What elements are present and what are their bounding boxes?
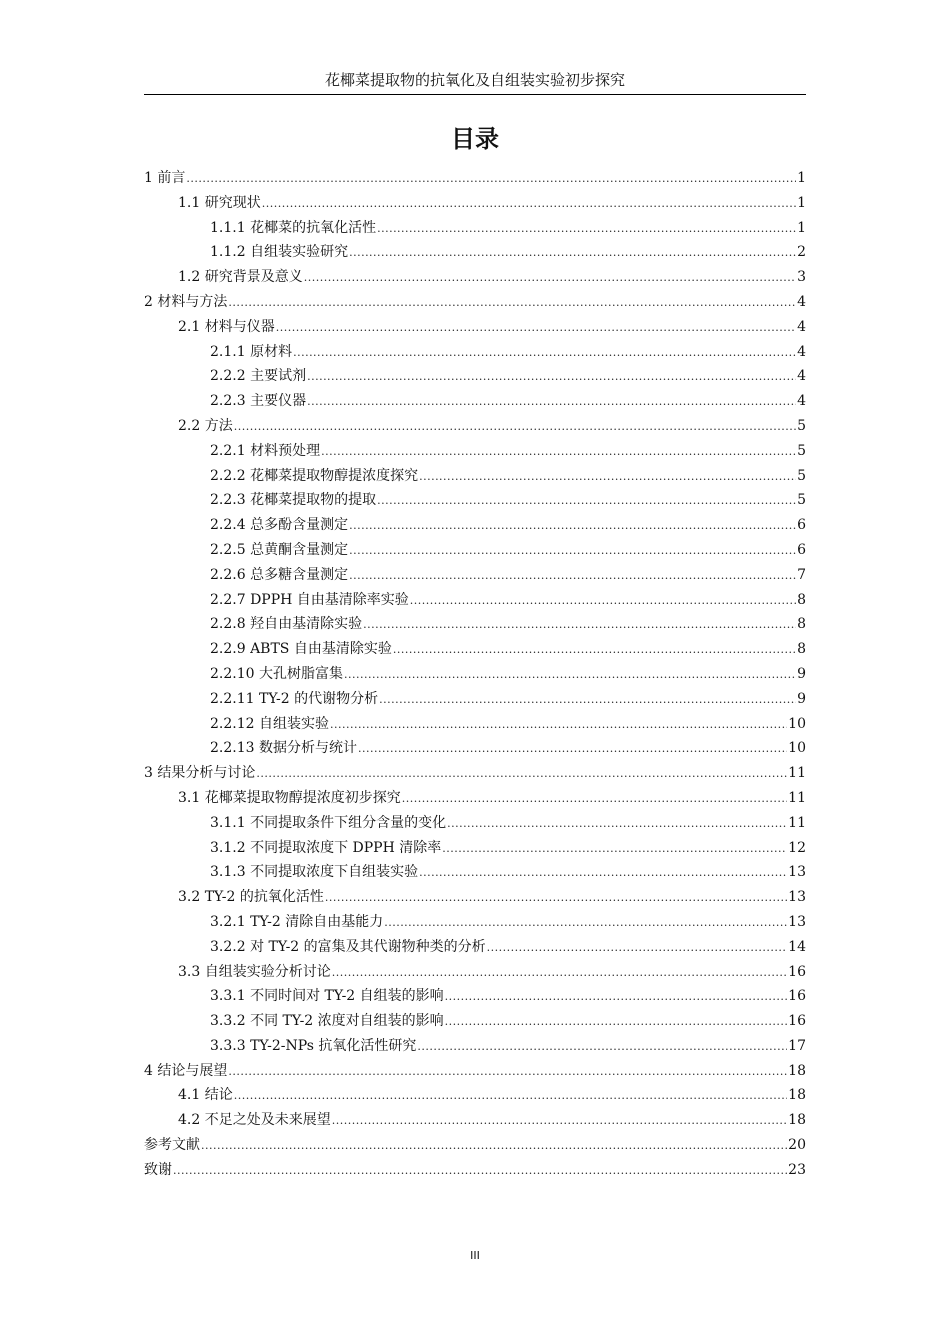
- toc-entry-text: 3.2 TY-2 的抗氧化活性: [178, 889, 324, 906]
- dot-leader: [442, 837, 787, 862]
- toc-entry-page: 9: [797, 665, 806, 682]
- toc-entry-page: 17: [788, 1037, 806, 1054]
- toc-entry[interactable]: [144, 1133, 806, 1158]
- toc-entry-page: 18: [788, 1062, 806, 1079]
- page-number: III: [470, 1249, 480, 1262]
- toc-entry-text: 2.2.8 羟自由基清除实验: [210, 616, 363, 633]
- dot-leader: [186, 167, 796, 192]
- toc-entry-page: 13: [788, 864, 806, 881]
- toc-entry[interactable]: [144, 1034, 806, 1059]
- toc-entry-page: 13: [788, 889, 806, 906]
- toc-entry[interactable]: [144, 761, 806, 786]
- dot-leader: [402, 787, 787, 812]
- toc-entry[interactable]: [144, 1059, 806, 1084]
- dot-leader: [234, 1084, 787, 1109]
- toc-entry-text: 4.1 结论: [178, 1087, 233, 1104]
- toc-entry[interactable]: [144, 364, 806, 389]
- toc-entry-text: 2.2.11 TY-2 的代谢物分析: [210, 690, 379, 707]
- dot-leader: [358, 737, 787, 762]
- toc-entry[interactable]: [144, 1158, 806, 1183]
- dot-leader: [228, 291, 796, 316]
- dot-leader: [307, 390, 796, 415]
- toc-entry-text: 3.2.2 对 TY-2 的富集及其代谢物种类的分析: [210, 938, 486, 955]
- dot-leader: [487, 936, 788, 961]
- toc-entry[interactable]: [144, 736, 806, 761]
- toc-entry-text: 2.2.7 DPPH 自由基清除率实验: [210, 591, 409, 608]
- toc-entry[interactable]: [144, 637, 806, 662]
- toc-entry-text: 参考文献: [144, 1137, 200, 1154]
- dot-leader: [379, 688, 796, 713]
- toc-entry-text: 3.1.3 不同提取浓度下自组装实验: [210, 864, 419, 881]
- toc-entry[interactable]: [144, 216, 806, 241]
- dot-leader: [304, 266, 796, 291]
- toc-entry-page: 3: [797, 269, 806, 286]
- toc-entry[interactable]: [144, 240, 806, 265]
- toc-entry[interactable]: [144, 464, 806, 489]
- toc-entry-text: 3.3.1 不同时间对 TY-2 自组装的影响: [210, 988, 444, 1005]
- toc-entry[interactable]: [144, 315, 806, 340]
- toc-entry-page: 16: [788, 1013, 806, 1030]
- dot-leader: [417, 1035, 787, 1060]
- toc-entry-page: 1: [797, 194, 806, 211]
- toc-entry-page: 6: [797, 541, 806, 558]
- toc-entry-page: 2: [797, 244, 806, 261]
- toc-entry-page: 18: [788, 1087, 806, 1104]
- toc-entry-page: 12: [788, 839, 806, 856]
- toc-entry-page: 4: [797, 343, 806, 360]
- toc-entry[interactable]: [144, 588, 806, 613]
- toc-entry-page: 16: [788, 963, 806, 980]
- page-footer: [144, 1248, 806, 1264]
- toc-entry[interactable]: [144, 885, 806, 910]
- dot-leader: [349, 564, 796, 589]
- toc-entry-page: 5: [797, 467, 806, 484]
- dot-leader: [307, 365, 796, 390]
- toc-entry-text: 3.1.2 不同提取浓度下 DPPH 清除率: [210, 839, 442, 856]
- toc-entry-page: 14: [788, 938, 806, 955]
- toc-entry-text: 1.1.1 花椰菜的抗氧化活性: [210, 219, 377, 236]
- toc-entry[interactable]: [144, 513, 806, 538]
- toc-entry-text: 2.2.3 花椰菜提取物的提取: [210, 492, 377, 509]
- toc-entry-text: 2.2.12 自组装实验: [210, 715, 329, 732]
- dot-leader: [445, 985, 788, 1010]
- toc-entry-text: 3.3.2 不同 TY-2 浓度对自组装的影响: [210, 1013, 444, 1030]
- toc-entry-text: 1.1 研究现状: [178, 194, 261, 211]
- toc-entry-page: 4: [797, 393, 806, 410]
- toc-entry-page: 6: [797, 517, 806, 534]
- dot-leader: [201, 1134, 787, 1159]
- toc-entry[interactable]: [144, 563, 806, 588]
- toc-entry-page: 11: [788, 789, 806, 806]
- dot-leader: [332, 1109, 787, 1134]
- toc-entry-page: 4: [797, 293, 806, 310]
- toc-entry-text: 1.1.2 自组装实验研究: [210, 244, 349, 261]
- toc-entry-text: 2.2.10 大孔树脂富集: [210, 665, 343, 682]
- dot-leader: [234, 415, 796, 440]
- toc-entry-text: 2.1 材料与仪器: [178, 318, 275, 335]
- toc-entry-text: 3.3 自组装实验分析讨论: [178, 963, 331, 980]
- dot-leader: [377, 489, 796, 514]
- dot-leader: [228, 1060, 787, 1085]
- dot-leader: [173, 1159, 787, 1184]
- toc-entry[interactable]: [144, 712, 806, 737]
- toc-entry-page: 18: [788, 1112, 806, 1129]
- dot-leader: [363, 613, 796, 638]
- toc-entry-page: 8: [797, 591, 806, 608]
- toc-entry-text: 2.1.1 原材料: [210, 343, 293, 360]
- toc-entry-page: 9: [797, 690, 806, 707]
- toc-entry-text: 1 前言: [144, 170, 186, 186]
- toc-entry-page: 4: [797, 368, 806, 385]
- toc-entry[interactable]: [144, 290, 806, 315]
- toc-entry-text: 3 结果分析与讨论: [144, 765, 256, 782]
- toc-entry-text: 2.2.2 主要试剂: [210, 368, 307, 385]
- toc-entry[interactable]: [144, 166, 806, 191]
- toc-entry-page: 8: [797, 641, 806, 658]
- toc-entry-page: 13: [788, 913, 806, 930]
- toc-entry-page: 7: [797, 566, 806, 583]
- toc-entry-text: 2.2.2 花椰菜提取物醇提浓度探究: [210, 467, 419, 484]
- dot-leader: [325, 886, 787, 911]
- dot-leader: [349, 539, 796, 564]
- dot-leader: [419, 465, 796, 490]
- toc-entry[interactable]: [144, 1083, 806, 1108]
- toc-entry[interactable]: [144, 439, 806, 464]
- toc-entry-page: 20: [788, 1137, 806, 1154]
- toc-entry-text: 2.2.9 ABTS 自由基清除实验: [210, 641, 392, 658]
- toc-entry[interactable]: [144, 389, 806, 414]
- dot-leader: [377, 217, 796, 242]
- dot-leader: [330, 713, 787, 738]
- toc-entry-text: 2.2.13 数据分析与统计: [210, 740, 357, 757]
- header-title: 花椰菜提取物的抗氧化及自组装实验初步探究: [324, 71, 625, 89]
- toc-entry[interactable]: [144, 687, 806, 712]
- toc-entry-text: 2.2.5 总黄酮含量测定: [210, 541, 349, 558]
- toc-entry-text: 3.2.1 TY-2 清除自由基能力: [210, 913, 384, 930]
- toc-entry[interactable]: [144, 860, 806, 885]
- toc-entry-page: 5: [797, 492, 806, 509]
- dot-leader: [262, 192, 796, 217]
- toc-entry-text: 2.2.3 主要仪器: [210, 393, 307, 410]
- toc-entry-page: 11: [788, 814, 806, 831]
- dot-leader: [332, 961, 787, 986]
- toc-entry[interactable]: [144, 265, 806, 290]
- toc-entry[interactable]: [144, 662, 806, 687]
- toc-entry-page: 8: [797, 616, 806, 633]
- toc-entry[interactable]: [144, 935, 806, 960]
- toc-entry[interactable]: [144, 1009, 806, 1034]
- toc-entry-page: 16: [788, 988, 806, 1005]
- toc-entry-text: 2.2.1 材料预处理: [210, 442, 321, 459]
- toc-entry-text: 3.1 花椰菜提取物醇提浓度初步探究: [178, 789, 401, 806]
- table-of-contents: [144, 166, 806, 1183]
- toc-title: 目录: [451, 125, 499, 153]
- toc-entry-text: 1.2 研究背景及意义: [178, 269, 303, 286]
- dot-leader: [344, 663, 796, 688]
- toc-entry[interactable]: [144, 984, 806, 1009]
- toc-entry-text: 3.3.3 TY-2-NPs 抗氧化活性研究: [210, 1037, 417, 1054]
- toc-entry[interactable]: [144, 612, 806, 637]
- toc-entry[interactable]: [144, 786, 806, 811]
- toc-entry[interactable]: [144, 488, 806, 513]
- dot-leader: [321, 440, 796, 465]
- toc-entry-page: 5: [797, 442, 806, 459]
- toc-entry[interactable]: [144, 1108, 806, 1133]
- toc-entry-page: 11: [788, 765, 806, 782]
- dot-leader: [445, 1010, 788, 1035]
- toc-entry[interactable]: [144, 191, 806, 216]
- dot-leader: [349, 514, 796, 539]
- toc-entry-text: 2 材料与方法: [144, 293, 228, 310]
- toc-entry-text: 3.1.1 不同提取条件下组分含量的变化: [210, 814, 447, 831]
- toc-entry[interactable]: [144, 811, 806, 836]
- toc-entry-page: 10: [788, 715, 806, 732]
- toc-entry[interactable]: [144, 960, 806, 985]
- dot-leader: [393, 638, 796, 663]
- toc-entry[interactable]: [144, 836, 806, 861]
- toc-entry[interactable]: [144, 414, 806, 439]
- toc-entry-page: 23: [788, 1161, 806, 1178]
- toc-entry[interactable]: [144, 340, 806, 365]
- toc-entry-page: 1: [797, 170, 806, 186]
- toc-entry[interactable]: [144, 538, 806, 563]
- toc-entry-page: 10: [788, 740, 806, 757]
- toc-entry-text: 4 结论与展望: [144, 1062, 228, 1079]
- dot-leader: [349, 241, 796, 266]
- dot-leader: [256, 762, 787, 787]
- toc-entry-text: 2.2.6 总多糖含量测定: [210, 566, 349, 583]
- dot-leader: [293, 341, 796, 366]
- toc-entry-page: 5: [797, 417, 806, 434]
- toc-entry[interactable]: [144, 910, 806, 935]
- toc-entry-text: 2.2.4 总多酚含量测定: [210, 517, 349, 534]
- toc-entry-page: 4: [797, 318, 806, 335]
- dot-leader: [410, 589, 796, 614]
- dot-leader: [276, 316, 796, 341]
- dot-leader: [447, 812, 787, 837]
- toc-entry-text: 2.2 方法: [178, 417, 233, 434]
- dot-leader: [419, 861, 787, 886]
- toc-entry-text: 致谢: [144, 1161, 172, 1178]
- running-header: [144, 68, 806, 95]
- dot-leader: [384, 911, 787, 936]
- toc-entry-page: 1: [797, 219, 806, 236]
- toc-entry-text: 4.2 不足之处及未来展望: [178, 1112, 331, 1129]
